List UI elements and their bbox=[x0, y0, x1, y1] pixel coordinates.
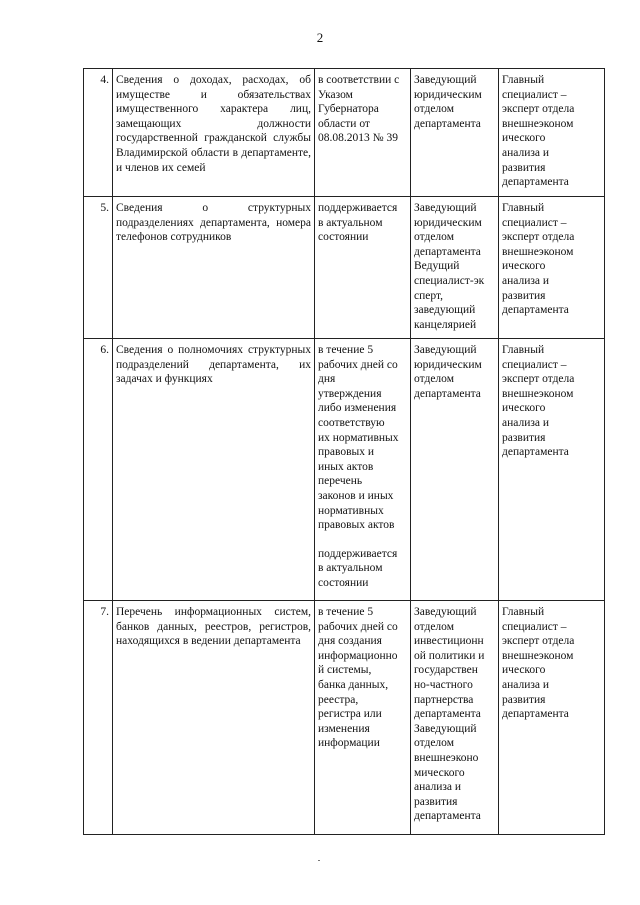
cell-line: юридическим bbox=[414, 216, 482, 229]
cell-line: специалист-эк bbox=[414, 274, 485, 287]
cell-line: развития bbox=[502, 431, 546, 444]
cell-line: партнерства bbox=[414, 693, 474, 706]
info-description: Перечень информационных систем, банков данных, реестров, регистров, находящихся в ведении департамента bbox=[113, 601, 315, 835]
cell-line: развития bbox=[502, 289, 546, 302]
cell-line: сперт, bbox=[414, 289, 443, 302]
cell-line: развития bbox=[502, 693, 546, 706]
cell-line: Главный bbox=[502, 344, 545, 356]
cell-line: ического bbox=[502, 664, 546, 677]
cell-line: департамента bbox=[502, 176, 569, 189]
table-row bbox=[84, 197, 605, 339]
cell-line: Главный bbox=[502, 606, 545, 618]
responsible-person bbox=[411, 339, 499, 601]
cell-line: юридическим bbox=[414, 88, 482, 101]
cell-line: департамента bbox=[502, 708, 569, 721]
cell-line: эксперт отдела bbox=[502, 635, 575, 648]
cell-line: 08.08.2013 № 39 bbox=[318, 132, 398, 145]
info-table bbox=[83, 68, 605, 835]
cell-line: государствен bbox=[414, 664, 478, 677]
update-term bbox=[315, 339, 411, 601]
table-row bbox=[84, 69, 605, 197]
cell-line: внешнеэконом bbox=[502, 387, 574, 400]
cell-line: информации bbox=[318, 737, 380, 750]
cell-line: соответствую bbox=[318, 416, 385, 429]
cell-line: законов и иных bbox=[318, 489, 394, 502]
cell-line: перечень bbox=[318, 475, 363, 488]
cell-line: канцелярией bbox=[414, 318, 477, 331]
cell-line: анализа и bbox=[502, 678, 550, 691]
cell-line: департамента bbox=[414, 245, 481, 258]
cell-line: ического bbox=[502, 402, 546, 415]
cell-line: эксперт отдела bbox=[502, 103, 575, 116]
cell-line: департамента bbox=[502, 304, 569, 317]
cell-line: внешнеэконом bbox=[502, 117, 574, 130]
cell-line: специалист – bbox=[502, 88, 567, 101]
cell-line: нормативных bbox=[318, 504, 384, 517]
cell-line: в актуальном bbox=[318, 216, 383, 229]
cell-line: области от bbox=[318, 117, 370, 130]
cell-line: их нормативных bbox=[318, 431, 399, 444]
cell-line: банка данных, bbox=[318, 678, 389, 691]
cell-line: специалист – bbox=[502, 620, 567, 633]
cell-line: специалист – bbox=[502, 216, 567, 229]
responsible-person bbox=[411, 601, 499, 835]
cell-line: анализа и bbox=[414, 781, 462, 794]
responsible-person bbox=[411, 69, 499, 197]
cell-line: внешнеэконо bbox=[414, 751, 479, 764]
cell-line: специалист – bbox=[502, 358, 567, 371]
row-number: 6. bbox=[84, 339, 113, 601]
table-row bbox=[84, 601, 605, 835]
cell-line: ой политики и bbox=[414, 649, 485, 662]
cell-line: поддерживается bbox=[318, 547, 398, 560]
cell-line: Главный bbox=[502, 202, 545, 214]
cell-line: дня bbox=[318, 373, 336, 386]
row-number: 5. bbox=[84, 197, 113, 339]
cell-line: состоянии bbox=[318, 231, 369, 244]
cell-line: Заведующий bbox=[414, 722, 477, 735]
cell-line: департамента bbox=[414, 708, 481, 721]
update-term bbox=[315, 69, 411, 197]
cell-line: утверждения bbox=[318, 387, 382, 400]
cell-line: департамента bbox=[502, 446, 569, 459]
cell-line: реестра, bbox=[318, 693, 359, 706]
info-description: Сведения о полномочиях структурных подразделений департамента, их задачах и функциях bbox=[113, 339, 315, 601]
cell-line: рабочих дней со bbox=[318, 358, 398, 371]
cell-line: развития bbox=[502, 161, 546, 174]
cell-line: отделом bbox=[414, 620, 454, 633]
cell-line: департамента bbox=[414, 810, 481, 823]
cell-line: анализа и bbox=[502, 274, 550, 287]
cell-line: отделом bbox=[414, 373, 454, 386]
cell-line: правовых и bbox=[318, 446, 375, 459]
cell-line: развития bbox=[414, 795, 458, 808]
cell-line: правовых актов bbox=[318, 519, 395, 532]
cell-line: состоянии bbox=[318, 576, 369, 589]
cell-line: либо изменения bbox=[318, 402, 397, 415]
cell-line: но-частного bbox=[414, 678, 473, 691]
update-term bbox=[315, 197, 411, 339]
cell-line: Заведующий bbox=[414, 344, 477, 356]
executor bbox=[499, 197, 605, 339]
cell-line: в соответствии с bbox=[318, 74, 400, 86]
cell-line: внешнеэконом bbox=[502, 649, 574, 662]
info-description: Сведения о доходах, расходах, об имуществе и обязательствах имущественного характера лиц, замещающих должности государственной гражданской службы Владимирской области в департаменте, и членов их семей bbox=[113, 69, 315, 197]
cell-line: инвестиционн bbox=[414, 635, 484, 648]
cell-line: Губернатора bbox=[318, 103, 379, 116]
cell-line: Указом bbox=[318, 88, 353, 101]
cell-line: дня создания bbox=[318, 635, 382, 648]
page-number: 2 bbox=[316, 30, 324, 45]
row-number: 7. bbox=[84, 601, 113, 835]
cell-line: в течение 5 bbox=[318, 344, 374, 356]
cell-line: й системы, bbox=[318, 664, 372, 677]
cell-line: отделом bbox=[414, 103, 454, 116]
cell-line: департамента bbox=[414, 387, 481, 400]
cell-line: в актуальном bbox=[318, 562, 383, 575]
cell-line: в течение 5 bbox=[318, 606, 374, 618]
responsible-person bbox=[411, 197, 499, 339]
cell-line: внешнеэконом bbox=[502, 245, 574, 258]
cell-line: Заведующий bbox=[414, 74, 477, 86]
cell-line: Ведущий bbox=[414, 260, 460, 273]
cell-line: мического bbox=[414, 766, 465, 779]
cell-line: ического bbox=[502, 260, 546, 273]
cell-line: юридическим bbox=[414, 358, 482, 371]
cell-line: эксперт отдела bbox=[502, 231, 575, 244]
cell-line: анализа и bbox=[502, 146, 550, 159]
cell-line: отделом bbox=[414, 737, 454, 750]
info-description: Сведения о структурных подразделениях департамента, номера телефонов сотрудников bbox=[113, 197, 315, 339]
executor bbox=[499, 339, 605, 601]
cell-line: изменения bbox=[318, 722, 370, 735]
table-row bbox=[84, 339, 605, 601]
row-number: 4. bbox=[84, 69, 113, 197]
cell-line: ического bbox=[502, 132, 546, 145]
cell-line: рабочих дней со bbox=[318, 620, 398, 633]
executor bbox=[499, 69, 605, 197]
cell-line: анализа и bbox=[502, 416, 550, 429]
cell-line: информационно bbox=[318, 649, 398, 662]
cell-line: поддерживается bbox=[318, 202, 398, 214]
cell-line: отделом bbox=[414, 231, 454, 244]
cell-line: департамента bbox=[414, 117, 481, 130]
cell-line: Главный bbox=[502, 74, 545, 86]
cell-line: Заведующий bbox=[414, 606, 477, 618]
update-term bbox=[315, 601, 411, 835]
cell-line: иных актов bbox=[318, 460, 374, 473]
cell-line: заведующий bbox=[414, 304, 476, 317]
cell-line: регистра или bbox=[318, 708, 382, 721]
cell-line: Заведующий bbox=[414, 202, 477, 214]
executor bbox=[499, 601, 605, 835]
scan-mark bbox=[318, 860, 320, 861]
cell-line: эксперт отдела bbox=[502, 373, 575, 386]
